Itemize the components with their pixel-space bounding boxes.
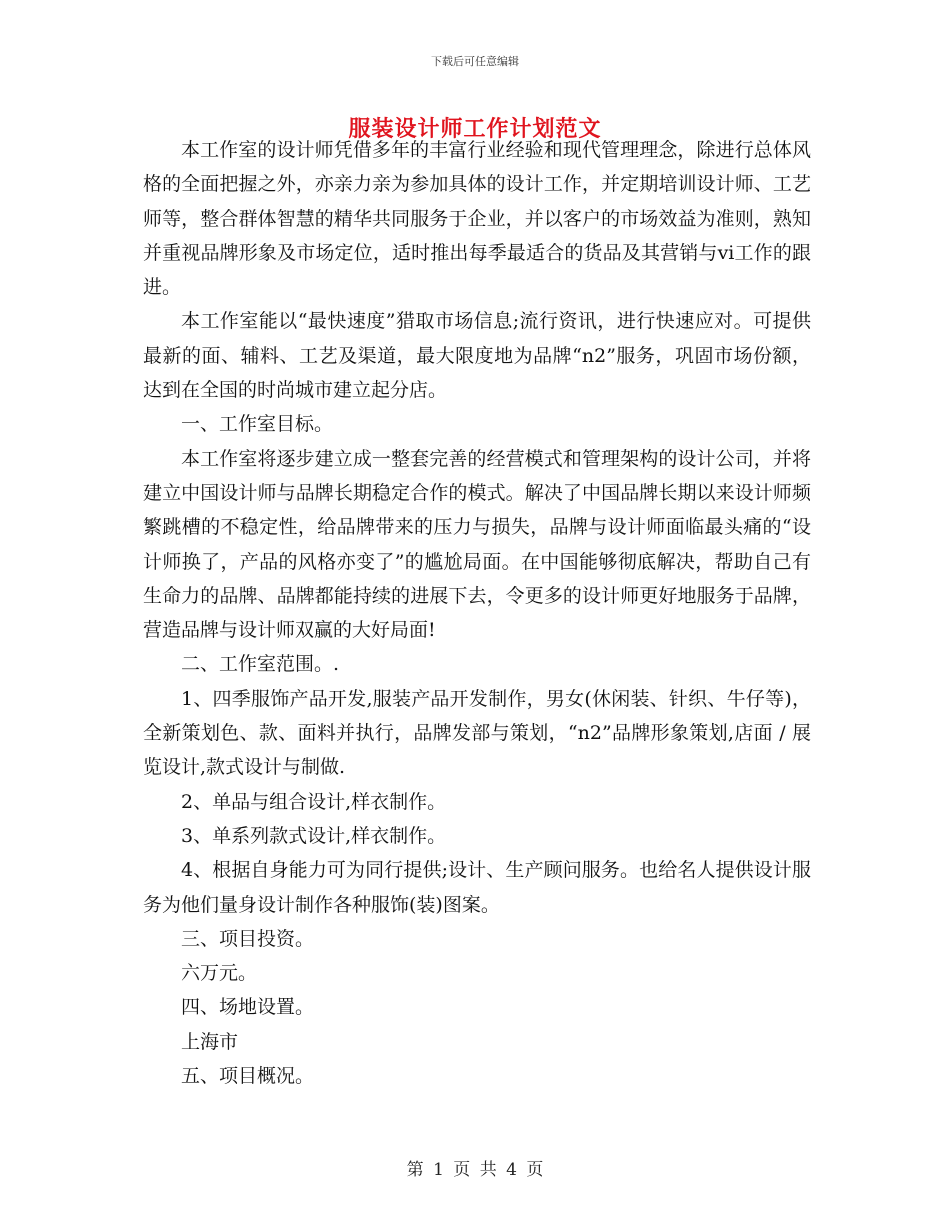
page-number: 第 1 页 共 4 页 <box>406 1160 544 1180</box>
paragraph-goal: 本工作室将逐步建立成一整套完善的经营模式和管理架构的设计公司，并将建立中国设计师与品牌长期稳定合作的模式。解决了中国品牌长期以来设计师频繁跳槽的不稳定性，给品牌带来的压力与损失，品牌与设计师面临最头痛的“设计师换了，产品的风格亦变了”的尴尬局面。在中国能够彻底解决，帮助自己有生命力的品牌、品牌都能持续的进展下去，令更多的设计师更好地服务于品牌，营造品牌与设计师双赢的大好局面! <box>143 447 811 642</box>
scope-item-4: 4、根据自身能力可为同行提供;设计、生产顾问服务。也给名人提供设计服务为他们量身设计制作各种服饰(装)图案。 <box>143 859 811 916</box>
venue-location: 上海市 <box>181 1030 239 1053</box>
document-title: 服装设计师工作计划范文 <box>348 116 602 142</box>
document-body <box>143 133 811 1093</box>
header-note: 下载后可任意编辑 <box>431 55 519 68</box>
section-heading-overview: 五、项目概况。 <box>181 1065 315 1088</box>
investment-amount: 六万元。 <box>181 962 258 985</box>
scope-item-2: 2、单品与组合设计,样衣制作。 <box>181 790 447 813</box>
paragraph-speed: 本工作室能以“最快速度”猎取市场信息;流行资讯，进行快速应对。可提供最新的面、辅料、工艺及渠道，最大限度地为品牌“n2”服务，巩固市场份额，达到在全国的时尚城市建立起分店。 <box>143 310 811 402</box>
paragraph-intro: 本工作室的设计师凭借多年的丰富行业经验和现代管理理念，除进行总体风格的全面把握之外，亦亲力亲为参加具体的设计工作，并定期培训设计师、工艺师等，整合群体智慧的精华共同服务于企业，并以客户的市场效益为准则，熟知并重视品牌形象及市场定位，适时推出每季最适合的货品及其营销与vi工作的跟进。 <box>143 139 811 299</box>
section-heading-scope: 二、工作室范围。. <box>181 653 340 676</box>
section-heading-investment: 三、项目投资。 <box>181 927 315 950</box>
scope-item-3: 3、单系列款式设计,样衣制作。 <box>181 824 447 847</box>
scope-item-1: 1、四季服饰产品开发,服装产品开发制作，男女(休闲装、针织、牛仔等)，全新策划色、款、面料并执行，品牌发部与策划，“n2”品牌形象策划,店面 / 展览设计,款式设计与制做. <box>143 687 811 779</box>
section-heading-goal: 一、工作室目标。 <box>181 413 334 436</box>
section-heading-venue: 四、场地设置。 <box>181 996 315 1019</box>
